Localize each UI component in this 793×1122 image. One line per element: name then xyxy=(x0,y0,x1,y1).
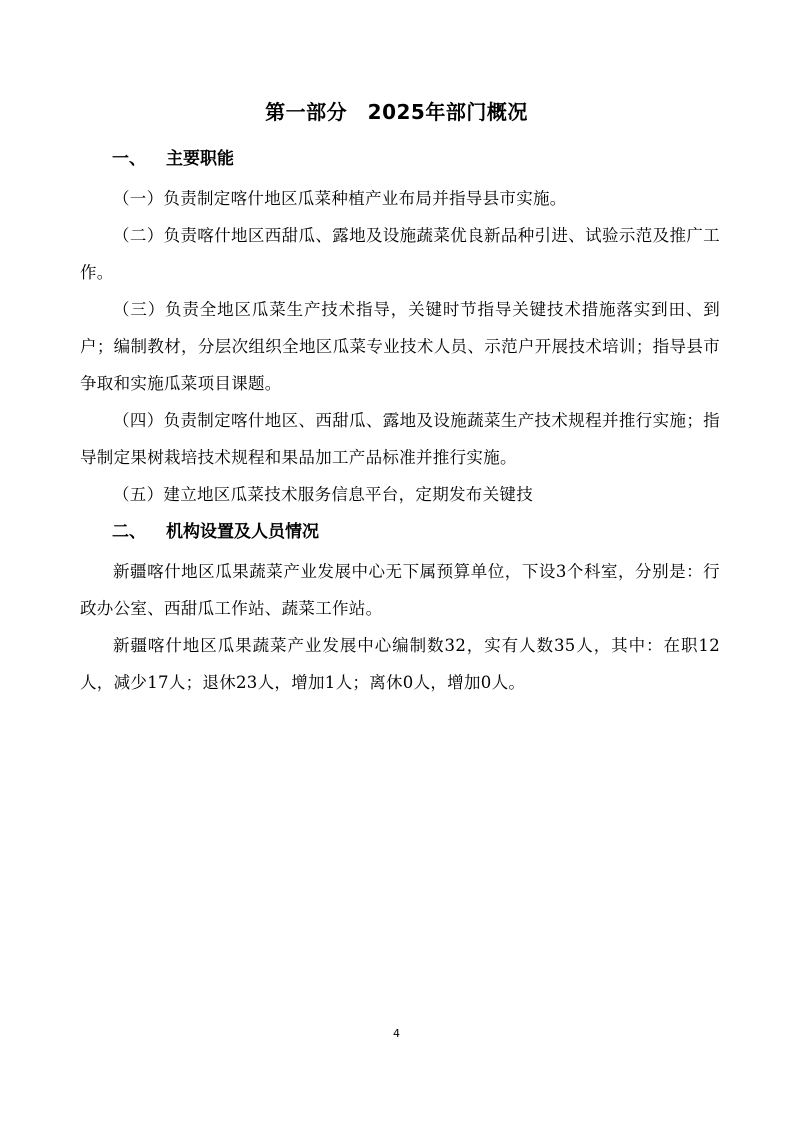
paragraph: （三）负责全地区瓜菜生产技术指导，关键时节指导关键技术措施落实到田、到户；编制教材，分层次组织全地区瓜菜专业技术人员、示范户开展技术培训；指导县市争取和实施瓜菜项目课题。 xyxy=(80,300,720,393)
paragraph: （四）负责制定喀什地区、西甜瓜、露地及设施蔬菜生产技术规程并推行实施；指导制定果树栽培技术规程和果品加工产品标准并推行实施。 xyxy=(80,411,720,467)
paragraph: （一）负责制定喀什地区瓜菜种植产业布局并指导县市实施。 xyxy=(113,189,567,208)
section-heading-text: 机构设置及人员情况 xyxy=(166,522,319,542)
paragraph: （五）建立地区瓜菜技术服务信息平台，定期发布关键技 xyxy=(113,485,533,504)
section-organization xyxy=(80,521,720,701)
section-main-functions xyxy=(80,148,720,513)
paragraph: （二）负责喀什地区西甜瓜、露地及设施蔬菜优良新品种引进、试验示范及推广工作。 xyxy=(80,226,720,282)
document-body xyxy=(80,148,720,701)
paragraph: 新疆喀什地区瓜果蔬菜产业发展中心无下属预算单位，下设3个科室，分别是：行政办公室、西甜瓜工作站、蔬菜工作站。 xyxy=(80,562,720,618)
section-heading xyxy=(112,521,720,543)
section-heading-text: 主要职能 xyxy=(166,149,234,169)
page-number: 4 xyxy=(393,1027,400,1040)
section-number: 二、 xyxy=(112,522,146,542)
section-number: 一、 xyxy=(112,149,146,169)
section-heading xyxy=(112,148,720,170)
paragraph: 新疆喀什地区瓜果蔬菜产业发展中心编制数32，实有人数35人，其中：在职12人，减少17人；退休23人，增加1人；离休0人，增加0人。 xyxy=(80,636,720,692)
page-title: 第一部分 2025年部门概况 xyxy=(265,100,528,124)
